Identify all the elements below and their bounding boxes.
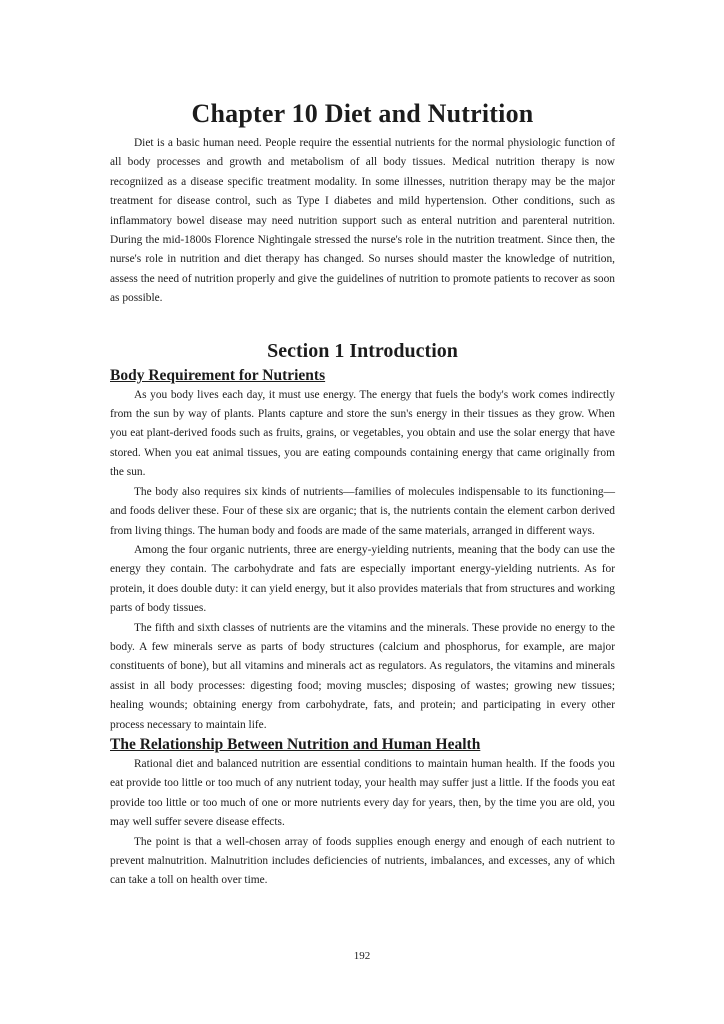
body-paragraph: The fifth and sixth classes of nutrients are the vitamins and the minerals. These provide no energy to the body. A few minerals serve as parts of body structures (calcium and phosphorus, for example, are major constituents of bone), but all vitamins and minerals act as regulators. As regulators, the vitamins and minerals assist in all body processes: digesting food; moving muscles; disposing of wastes; growing new tissues; healing wounds; obtaining energy from carbohydrate, fats, and protein; and participating in every other process necessary to maintain life.	[110, 621, 615, 731]
page-content	[110, 95, 615, 891]
subsection-heading-nutrition-health: The Relationship Between Nutrition and Human Health	[110, 735, 481, 753]
intro-paragraph: Diet is a basic human need. People require the essential nutrients for the normal physiologic function of all body processes and growth and metabolism of all body tissues. Medical nutrition therapy is now recogniized as a disease specific treatment modality. In some illnesses, nutrition therapy may be the major treatment for disease control, such as Type I diabetes and mild hypertension. Other conditions, such as inflammatory bowel disease may need nutrition support such as enteral nutrition and parenteral nutrition. During the mid-1800s Florence Nightingale stressed the nurse's role in the nutrition treatment. Since then, the nurse's role in nutrition and diet therapy has changed. So nurses should master the knowledge of nutrition, assess the need of nutrition properly and give the guidelines of nutrition to promote patients to recover as soon as possible.	[110, 137, 615, 305]
chapter-title: Chapter 10 Diet and Nutrition	[191, 99, 534, 128]
body-paragraph: As you body lives each day, it must use energy. The energy that fuels the body's work comes indirectly from the sun by way of plants. Plants capture and store the sun's energy in their tissues as they grow. When you eat plant-derived foods such as fruits, grains, or vegetables, you obtain and use the solar energy that have stored. When you eat animal tissues, you are eating compounds containing energy that came originally from the sun.	[110, 388, 615, 479]
body-paragraph: Among the four organic nutrients, three are energy-yielding nutrients, meaning that the body can use the energy they contain. The carbohydrate and fats are especially important energy-yielding nutrients. As for protein, it does double duty: it can yield energy, but it also provides materials that from structures and working parts of body tissues.	[110, 543, 615, 615]
body-paragraph: The body also requires six kinds of nutrients—families of molecules indispensable to its functioning—and foods deliver these. Four of these six are organic; that is, the nutrients contain the element carbon derived from living things. The human body and foods are made of the same materials, arranged in different ways.	[110, 485, 615, 537]
body-paragraph: Rational diet and balanced nutrition are essential conditions to maintain human health. If the foods you eat provide too little or too much of any nutrient today, your health may suffer just a little. If the foods you eat provide too little or too much of one or more nutrients every day for years, then, by the time you are old, you may well suffer severe disease effects.	[110, 757, 615, 829]
page-number: 192	[353, 950, 371, 962]
section-title: Section 1 Introduction	[267, 339, 458, 362]
subsection-heading-body-requirement: Body Requirement for Nutrients	[110, 366, 326, 384]
body-paragraph: The point is that a well-chosen array of foods supplies enough energy and enough of each nutrient to prevent malnutrition. Malnutrition includes deficiencies of nutrients, imbalances, and excesses, any of which can take a toll on health over time.	[110, 835, 615, 887]
